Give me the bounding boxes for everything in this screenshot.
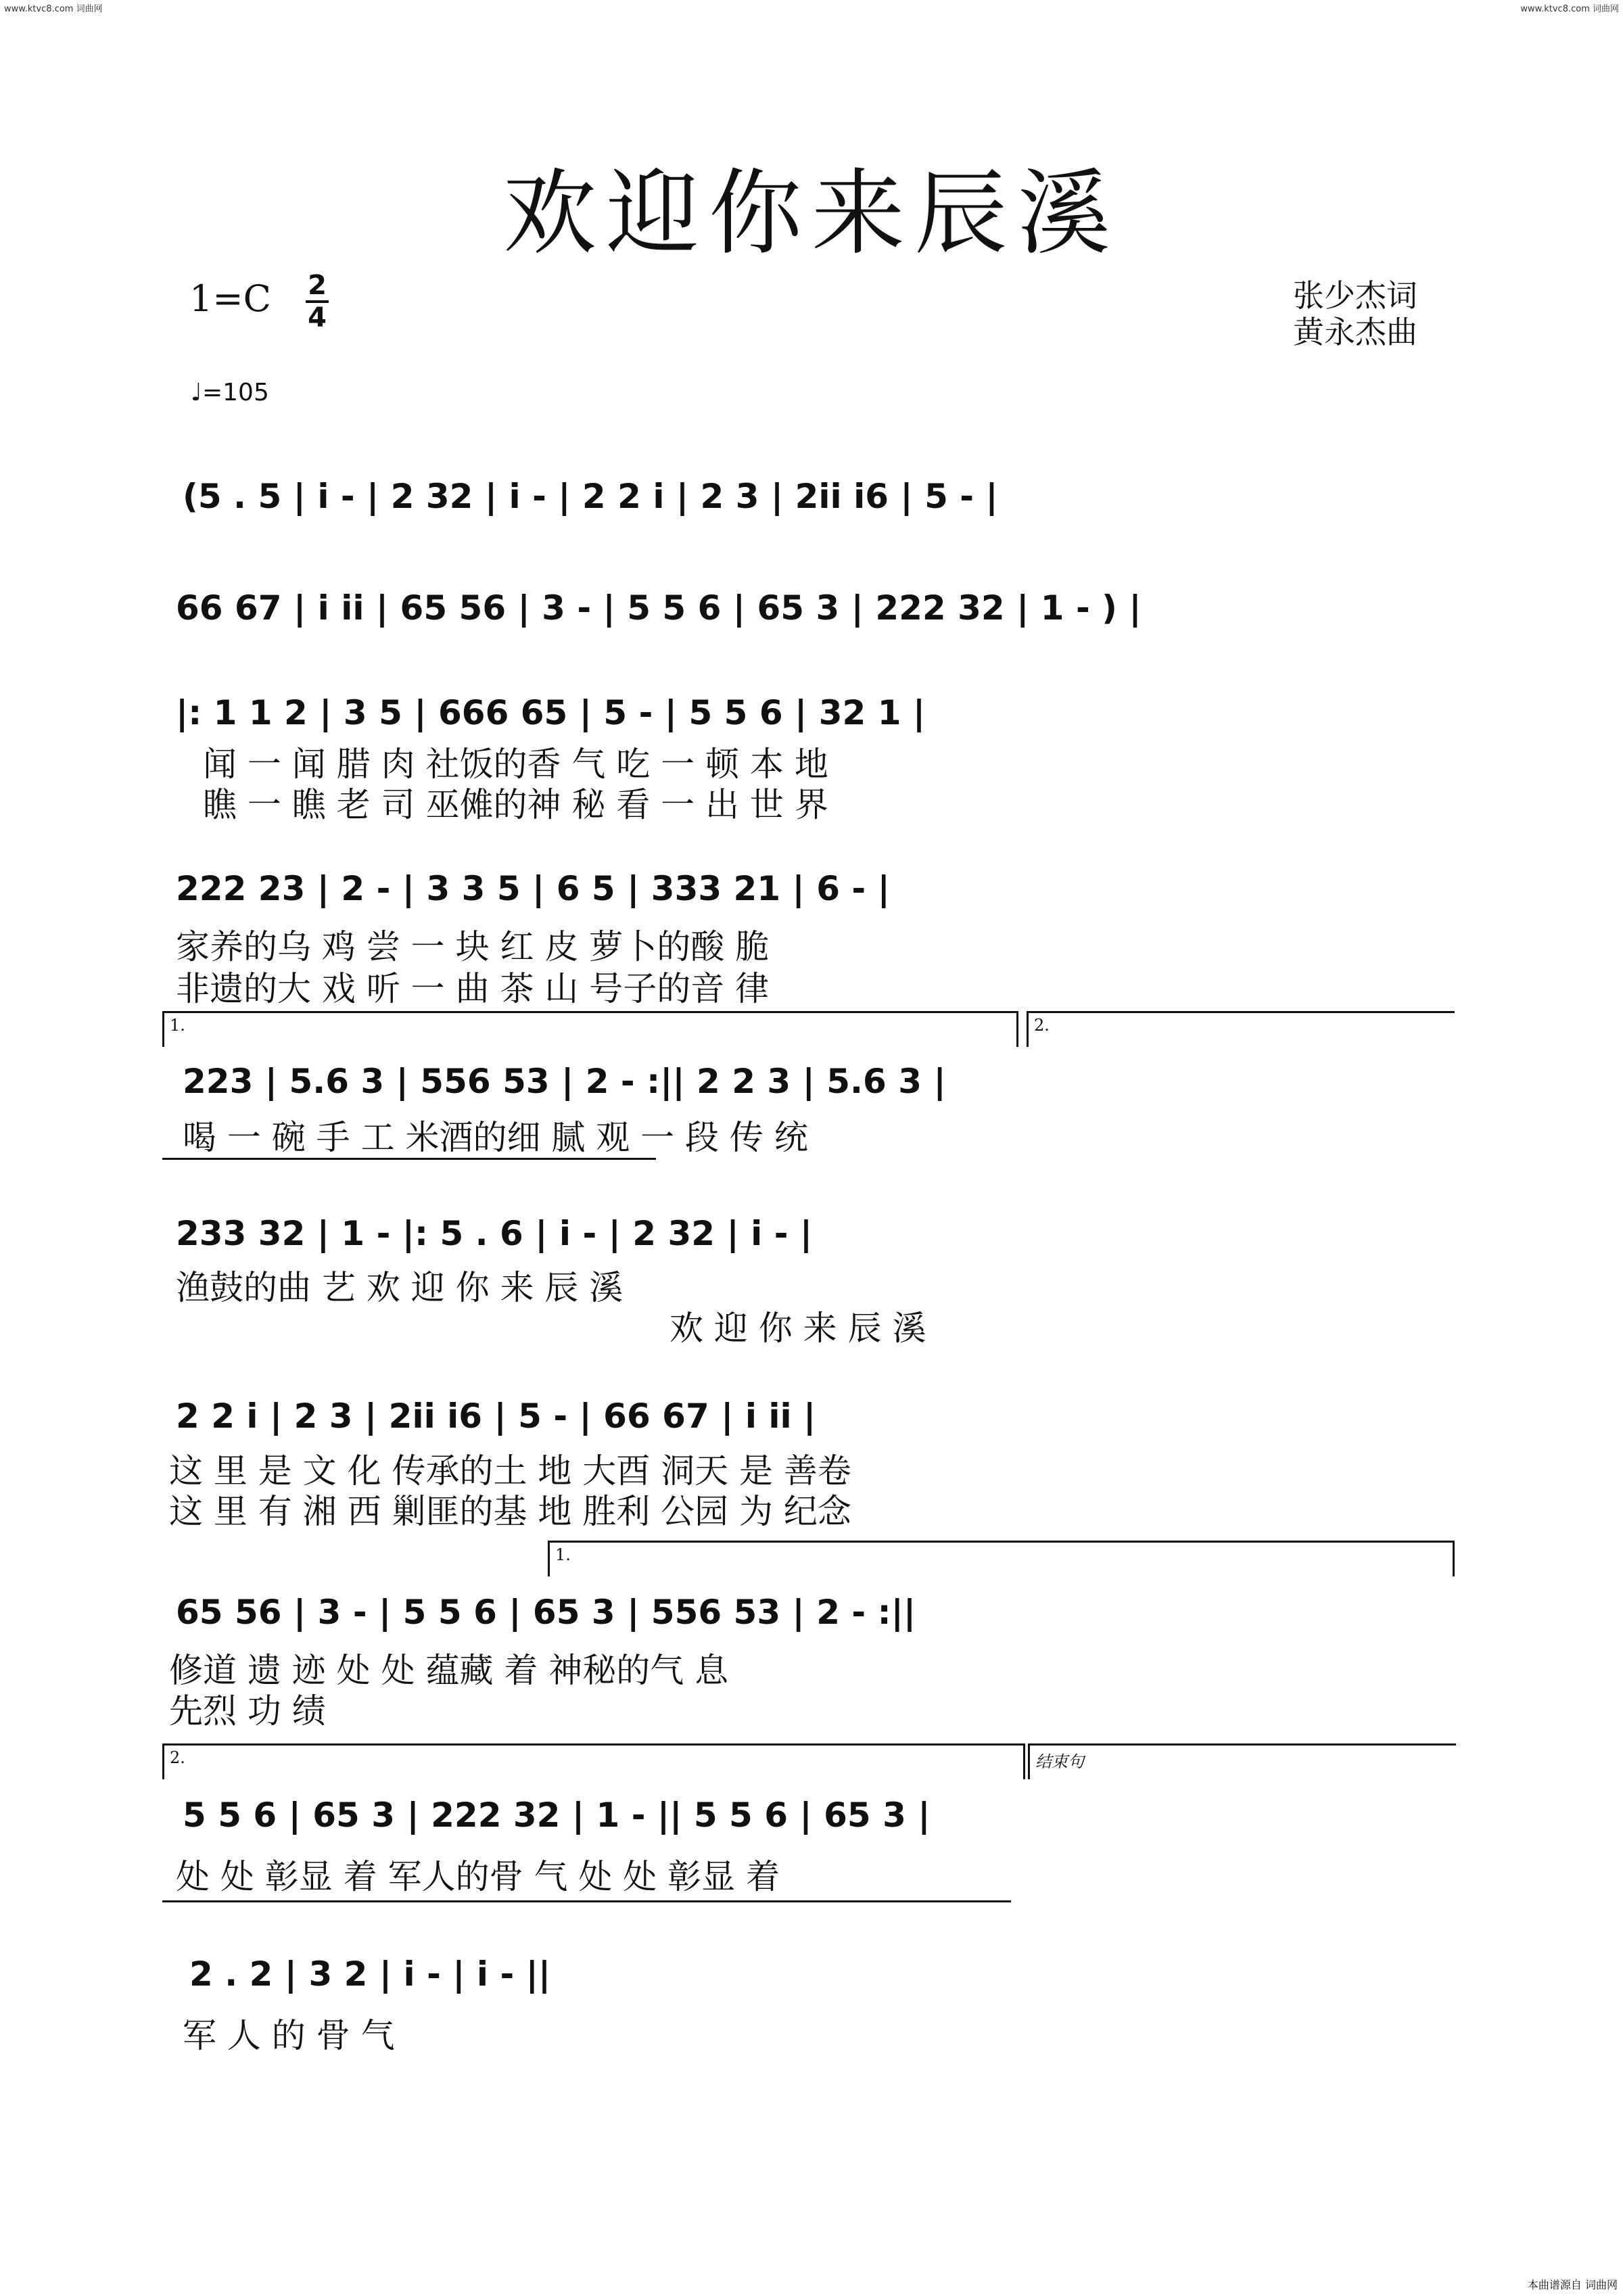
key-signature: 1=C [189, 277, 271, 320]
lyrics-row-5a: 喝 一 碗 手 工 米酒的细 腻 观 一 段 传 统 [183, 1118, 808, 1157]
footer-credit: 本曲谱源自 词曲网 [1527, 2278, 1618, 2291]
score-row-6 [162, 1204, 1467, 1265]
notation-row-2: 66 67 | i ii | 65 56 | 3 - | 5 5 6 | 65 3 | 222 32 | 1 - ) | [176, 588, 1142, 628]
score-row-9 [162, 1785, 1467, 1846]
score-row-1 [162, 467, 1467, 528]
lyrics-row-8a: 修道 遗 迹 处 处 蕴藏 着 神秘的气 息 [169, 1651, 729, 1690]
lyrics-row-7b: 这 里 有 湘 西 剿匪的基 地 胜利 公园 为 纪念 [169, 1492, 851, 1531]
header-right: www.ktvc8.com 词曲网 [1520, 4, 1619, 14]
notation-row-10: 2 . 2 | 3 2 | i - | i - || [189, 1954, 551, 1994]
lyrics-row-7a: 这 里 是 文 化 传承的土 地 大酉 洞天 是 善卷 [169, 1451, 851, 1491]
notation-row-1: (5 . 5 | i - | 2 32 | i - | 2 2 i | 2 3 | 2ii i6 | 5 - | [183, 477, 998, 516]
tempo-marking: ♩=105 [191, 379, 269, 406]
volta-1: 1. [162, 1011, 1018, 1047]
lyrics-row-4b: 非遗的大 戏 听 一 曲 茶 山 号子的音 律 [176, 969, 770, 1008]
volta-2: 2. [1027, 1011, 1455, 1047]
song-title: 欢迎你来辰溪 [502, 159, 1120, 268]
volta-2b-close [162, 1900, 1011, 1902]
time-signature: 2 4 [306, 271, 329, 333]
credits [1293, 277, 1417, 350]
score-row-10 [162, 1944, 1467, 2005]
score-row-8 [162, 1583, 1467, 1643]
lyrics-row-9a: 处 处 彰显 着 军人的骨 气 处 处 彰显 着 [176, 1857, 780, 1896]
volta-1b: 1. [548, 1541, 1455, 1576]
notation-row-8: 65 56 | 3 - | 5 5 6 | 65 3 | 556 53 | 2 - :|| [176, 1593, 916, 1632]
notation-row-3: |: 1 1 2 | 3 5 | 666 65 | 5 - | 5 5 6 | 32 1 | [176, 693, 926, 732]
lyricist: 张少杰词 [1293, 277, 1417, 314]
score-row-5 [162, 1052, 1467, 1112]
notation-row-5: 223 | 5.6 3 | 556 53 | 2 - :|| 2 2 3 | 5.6 3 | [183, 1062, 946, 1101]
notation-row-9: 5 5 6 | 65 3 | 222 32 | 1 - || 5 5 6 | 65 3 | [183, 1796, 931, 1835]
lyrics-row-10a: 军 人 的 骨 气 [183, 2016, 395, 2055]
notation-row-6: 233 32 | 1 - |: 5 . 6 | i - | 2 32 | i - | [176, 1214, 813, 1253]
score-row-4 [162, 859, 1467, 920]
lyrics-row-4a: 家养的乌 鸡 尝 一 块 红 皮 萝卜的酸 脆 [176, 927, 770, 966]
volta-2b: 2. [162, 1743, 1025, 1779]
score-row-2 [162, 578, 1467, 639]
lyrics-row-6b: 欢 迎 你 来 辰 溪 [669, 1309, 926, 1348]
notation-row-7: 2 2 i | 2 3 | 2ii i6 | 5 - | 66 67 | i ii | [176, 1397, 816, 1436]
lyrics-row-3a: 闻 一 闻 腊 肉 社饭的香 气 吃 一 顿 本 地 [203, 745, 828, 784]
lyrics-row-3b: 瞧 一 瞧 老 司 巫傩的神 秘 看 一 出 世 界 [203, 785, 828, 824]
coda-box: 结束句 [1028, 1743, 1456, 1779]
score-row-3 [162, 683, 1467, 744]
volta-1-close [162, 1158, 656, 1160]
notation-row-4: 222 23 | 2 - | 3 3 5 | 6 5 | 333 21 | 6 - | [176, 869, 890, 908]
composer: 黄永杰曲 [1293, 314, 1417, 350]
lyrics-row-8b: 先烈 功 绩 [169, 1691, 326, 1731]
header-left: www.ktvc8.com 词曲网 [4, 4, 103, 14]
score-row-7 [162, 1386, 1467, 1447]
lyrics-row-6a: 渔鼓的曲 艺 欢 迎 你 来 辰 溪 [176, 1268, 624, 1307]
